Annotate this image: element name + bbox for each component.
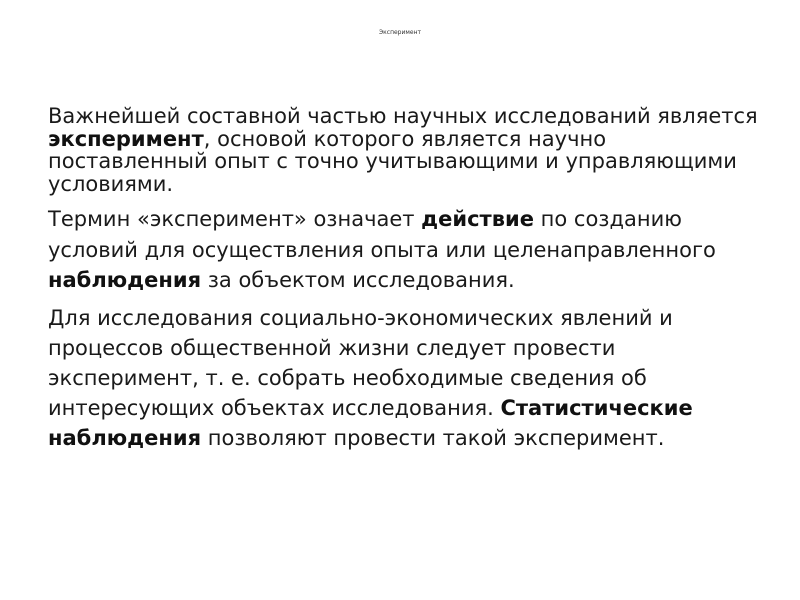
paragraph-3-text: позволяют провести такой эксперимент. — [201, 425, 665, 450]
paragraph-1-bold-term: эксперимент — [48, 126, 204, 151]
paragraph-2-text: по созданию условий для осуществления опыта или целенаправленного — [48, 207, 716, 262]
paragraph-2 — [48, 204, 768, 296]
slide-title: Эксперимент — [378, 29, 422, 36]
paragraph-3-text: Для исследования социально-экономических явлений и процессов общественной жизни следует провести эксперимент, т. е. собрать необходимые сведения об интересующих объектах исследования. — [48, 305, 673, 420]
paragraph-1-text: , основой которого является научно поставленный опыт с точно учитывающими и управляющими условиями. — [48, 126, 737, 196]
slide-body — [48, 105, 768, 453]
paragraph-2-text: Термин «эксперимент» означает — [48, 207, 422, 232]
paragraph-3-bold-term: Статистические наблюдения — [48, 395, 693, 450]
paragraph-2-text: за объектом исследования. — [201, 268, 515, 293]
paragraph-2-bold-term: наблюдения — [48, 268, 202, 293]
paragraph-3 — [48, 303, 768, 453]
paragraph-1-text: Важнейшей составной частью научных исследований является — [48, 104, 758, 128]
paragraph-1 — [48, 105, 768, 195]
paragraph-2-bold-term: действие — [421, 207, 534, 232]
